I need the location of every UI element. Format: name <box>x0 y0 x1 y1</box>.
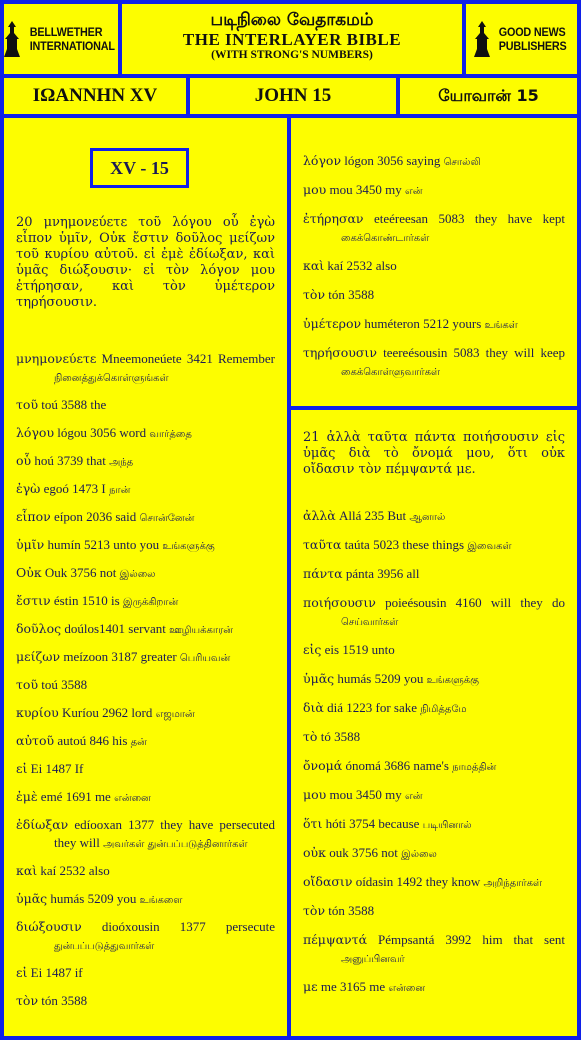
greek-word: τὸ <box>303 729 318 744</box>
word-entry <box>303 507 565 527</box>
transliteration-strongs-english: diá 1223 for sake <box>327 700 418 715</box>
greek-word: οἴδασιν <box>303 874 353 889</box>
greek-word: τὸν <box>16 993 39 1008</box>
word-entry <box>16 620 275 640</box>
tamil-gloss: இல்லை <box>119 569 156 580</box>
word-entry <box>16 676 275 696</box>
greek-word: ὑμᾶς <box>303 671 335 686</box>
word-entry <box>303 536 565 556</box>
transliteration-strongs-english: toú 3588 <box>41 677 88 692</box>
tamil-gloss: என் <box>404 791 423 802</box>
greek-word: μου <box>303 182 327 197</box>
transliteration-strongs-english: eis 1519 unto <box>324 642 395 657</box>
word-entry <box>16 788 275 808</box>
right-logo-line-2: PUBLISHERS <box>499 39 567 53</box>
word-entry <box>303 786 565 806</box>
transliteration-strongs-english: ónomá 3686 name's <box>345 758 449 773</box>
transliteration-strongs-english: humín 5213 unto you <box>47 537 160 552</box>
transliteration-strongs-english: kaí 2532 also <box>327 258 397 273</box>
tamil-gloss: சொன்னேன் <box>139 513 195 524</box>
transliteration-strongs-english: mou 3450 my <box>329 182 402 197</box>
word-entry <box>16 424 275 444</box>
word-entry <box>303 873 565 893</box>
word-entry <box>16 890 275 910</box>
left-logo-line-1: BELLWETHER <box>29 25 103 39</box>
tamil-gloss: நினைத்துக்கொள்ளுங்கள் <box>54 373 169 384</box>
tamil-gloss: துன்பப்படுத்துவார்கள் <box>54 941 155 952</box>
greek-word: εἰ <box>16 965 28 980</box>
tamil-gloss: உங்களை <box>139 895 183 906</box>
greek-word: ὑμέτερον <box>303 316 362 331</box>
tamil-gloss: ஊழியக்காரன் <box>169 625 233 636</box>
greek-word: εἰ <box>16 761 28 776</box>
transliteration-strongs-english: hoú 3739 that <box>34 453 106 468</box>
word-entry <box>16 480 275 500</box>
title-panel <box>122 4 462 74</box>
word-entry <box>303 286 565 306</box>
verse-21-greek-text: 21 ἀλλὰ ταῦτα πάντα ποιήσουσιν εἰς ὑμᾶς διὰ τὸ ὄνομά μου, ὅτι οὐκ οἴδασιν τὸν πέμψαντά με. <box>303 430 565 477</box>
tamil-gloss: அனுப்பினவர் <box>341 954 405 965</box>
word-entry <box>303 978 565 998</box>
word-entry <box>303 757 565 777</box>
greek-word: οὐκ <box>303 845 326 860</box>
word-entry <box>303 152 565 172</box>
transliteration-strongs-english: eteéreesan 5083 they have kept <box>373 211 565 226</box>
tamil-gloss: உங்களுக்கு <box>162 541 215 552</box>
transliteration-strongs-english: Kuríou 2962 lord <box>62 705 153 720</box>
word-entry <box>16 992 275 1012</box>
greek-word: τὸν <box>303 287 326 302</box>
left-word-list <box>16 350 275 1020</box>
tamil-gloss: தன் <box>130 737 147 748</box>
tamil-gloss: படியினால் <box>422 820 472 831</box>
verse-label: XV - 15 <box>90 148 189 188</box>
left-column <box>4 118 287 1036</box>
tamil-gloss: இவைகள் <box>467 541 512 552</box>
greek-word: ἐτήρησαν <box>303 211 364 226</box>
transliteration-strongs-english: edíooxan 1377 they have persecuted they will <box>54 817 276 850</box>
tamil-gloss: என்னை <box>388 983 426 994</box>
word-entry <box>303 641 565 661</box>
greek-word: πέμψαντά <box>303 932 368 947</box>
transliteration-strongs-english: toú 3588 the <box>41 397 107 412</box>
greek-word: μείζων <box>16 649 61 664</box>
word-entry <box>16 592 275 612</box>
word-entry <box>16 452 275 472</box>
word-entry <box>303 815 565 835</box>
word-entry <box>303 565 565 585</box>
transliteration-strongs-english: hóti 3754 because <box>325 816 420 831</box>
tamil-gloss: என் <box>404 186 423 197</box>
page-title: THE INTERLAYER BIBLE <box>182 30 402 49</box>
word-entry <box>303 257 565 277</box>
word-entry <box>303 181 565 201</box>
transliteration-strongs-english: egoó 1473 I <box>43 481 106 496</box>
greek-word: ὄνομά <box>303 758 343 773</box>
tamil-gloss: நான் <box>108 485 131 496</box>
book-greek: ΙΩΑΝΝΗΝ XV <box>4 78 186 114</box>
greek-word: ὑμῖν <box>16 537 45 552</box>
tamil-gloss: அறிந்தார்கள் <box>483 878 543 889</box>
transliteration-strongs-english: Ei 1487 If <box>30 761 84 776</box>
tamil-gloss: அவர்கள் துன்பப்படுத்தினார்கள் <box>103 839 248 850</box>
transliteration-strongs-english: autoú 846 his <box>57 733 128 748</box>
word-entry <box>303 670 565 690</box>
word-entry <box>16 760 275 780</box>
word-entry <box>303 728 565 748</box>
word-entry <box>16 536 275 556</box>
greek-word: ποιήσουσιν <box>303 595 376 610</box>
left-logo-panel <box>4 4 118 74</box>
greek-word: καὶ <box>16 863 38 878</box>
greek-word: τοῦ <box>16 397 39 412</box>
verse-20-greek-text: 20 μνημονεύετε τοῦ λόγου οὗ ἐγὼ εἶπον ὑμῖν, Οὐκ ἔστιν δοῦλος μείζων τοῦ κυρίου αὐτοῦ. εἰ ἐμὲ ἐδίωξαν, καὶ ὑμᾶς διώξουσιν· εἰ τὸν λόγον μου ἐτήρησαν, καὶ τὸν ὑμέτερον τηρήσουσιν. <box>16 215 275 310</box>
greek-word: αὐτοῦ <box>16 733 55 748</box>
transliteration-strongs-english: ouk 3756 not <box>329 845 398 860</box>
transliteration-strongs-english: teereésousin 5083 they will keep <box>383 345 565 360</box>
greek-word: ἔστιν <box>16 593 51 608</box>
word-entry <box>16 862 275 882</box>
greek-word: ἐδίωξαν <box>16 817 69 832</box>
transliteration-strongs-english: Ei 1487 if <box>30 965 83 980</box>
word-entry <box>303 699 565 719</box>
tamil-gloss: கைக்கொண்டார்கள் <box>341 233 430 244</box>
greek-word: λόγον <box>303 153 342 168</box>
transliteration-strongs-english: doúlos1401 servant <box>64 621 166 636</box>
greek-word: μου <box>303 787 327 802</box>
word-entry <box>303 315 565 335</box>
right-top-column <box>291 118 577 406</box>
transliteration-strongs-english: tón 3588 <box>41 993 88 1008</box>
transliteration-strongs-english: oídasin 1492 they know <box>355 874 481 889</box>
word-entry <box>303 210 565 248</box>
greek-word: διώξουσιν <box>16 919 82 934</box>
transliteration-strongs-english: poieésousin 4160 will they do <box>385 595 565 610</box>
greek-word: τὸν <box>303 903 326 918</box>
tamil-gloss: சொல்லி <box>443 157 481 168</box>
word-entry <box>16 704 275 724</box>
tamil-gloss: கைக்கொள்ளுவார்கள் <box>341 367 441 378</box>
page-subtitle: (WITH STRONG'S NUMBERS) <box>211 49 373 61</box>
greek-word: λόγου <box>16 425 55 440</box>
greek-word: δοῦλος <box>16 621 62 636</box>
greek-word: ἀλλὰ <box>303 508 336 523</box>
bellwether-logo-icon <box>2 19 22 59</box>
word-entry <box>303 344 565 382</box>
greek-word: ἐγὼ <box>16 481 41 496</box>
tamil-gloss: உங்களுக்கு <box>426 675 479 686</box>
transliteration-strongs-english: mou 3450 my <box>329 787 402 802</box>
right-top-word-list <box>303 152 565 391</box>
tamil-gloss: ஆனால் <box>409 512 446 523</box>
good-news-logo-icon <box>472 19 492 59</box>
right-bottom-word-list <box>303 507 565 1007</box>
transliteration-strongs-english: me 3165 me <box>320 979 386 994</box>
word-entry <box>16 564 275 584</box>
transliteration-strongs-english: humás 5209 you <box>50 891 137 906</box>
greek-word: εἶπον <box>16 509 51 524</box>
greek-word: ἐμὲ <box>16 789 38 804</box>
greek-word: οὗ <box>16 453 32 468</box>
word-entry <box>303 902 565 922</box>
word-entry <box>16 918 275 956</box>
right-logo-line-1: GOOD NEWS <box>499 25 566 39</box>
transliteration-strongs-english: meízoon 3187 greater <box>63 649 177 664</box>
tamil-gloss: பெரியவன் <box>179 653 231 664</box>
transliteration-strongs-english: tón 3588 <box>328 903 375 918</box>
transliteration-strongs-english: emé 1691 me <box>40 789 111 804</box>
transliteration-strongs-english: pánta 3956 all <box>345 566 420 581</box>
greek-word: κυρίου <box>16 705 59 720</box>
greek-word: ταῦτα <box>303 537 342 552</box>
tamil-gloss: அந்த <box>109 457 134 468</box>
good-news-logo <box>472 19 570 59</box>
transliteration-strongs-english: Mneemoneúete 3421 Remember <box>101 351 275 366</box>
transliteration-strongs-english: huméteron 5212 yours <box>364 316 482 331</box>
transliteration-strongs-english: lógon 3056 saying <box>344 153 441 168</box>
word-entry <box>16 648 275 668</box>
greek-word: ὑμᾶς <box>16 891 48 906</box>
tamil-gloss: உங்கள் <box>484 320 518 331</box>
title-tamil: படிநிலை வேதாகமம் <box>210 10 374 30</box>
greek-word: Οὐκ <box>16 565 42 580</box>
tamil-gloss: வார்த்தை <box>149 429 192 440</box>
tamil-gloss: நாமத்தின் <box>452 762 497 773</box>
book-tamil-text: யோவான் 15 <box>438 85 539 105</box>
word-entry <box>303 594 565 632</box>
left-logo-line-2: INTERNATIONAL <box>29 39 116 53</box>
greek-word: πάντα <box>303 566 343 581</box>
greek-word: τοῦ <box>16 677 39 692</box>
transliteration-strongs-english: Allá 235 But <box>338 508 407 523</box>
greek-word: τηρήσουσιν <box>303 345 377 360</box>
word-entry <box>16 732 275 752</box>
tamil-gloss: எஜமான் <box>155 709 195 720</box>
transliteration-strongs-english: Ouk 3756 not <box>44 565 117 580</box>
word-entry <box>303 931 565 969</box>
greek-word: μνημονεύετε <box>16 351 97 366</box>
word-entry <box>303 844 565 864</box>
greek-word: καὶ <box>303 258 325 273</box>
transliteration-strongs-english: éstin 1510 is <box>53 593 120 608</box>
right-bottom-column <box>291 410 577 1036</box>
greek-word: ὅτι <box>303 816 323 831</box>
tamil-gloss: இருக்கிறான் <box>122 597 179 608</box>
transliteration-strongs-english: tó 3588 <box>320 729 361 744</box>
right-logo-panel <box>466 4 577 74</box>
word-entry <box>16 816 275 854</box>
tamil-gloss: இல்லை <box>401 849 437 860</box>
greek-word: εἰς <box>303 642 322 657</box>
book-tamil <box>400 78 577 114</box>
word-entry <box>16 964 275 984</box>
book-english: JOHN 15 <box>190 78 396 114</box>
transliteration-strongs-english: Pémpsantá 3992 him that sent <box>378 932 565 947</box>
transliteration-strongs-english: taúta 5023 these things <box>344 537 465 552</box>
transliteration-strongs-english: kaí 2532 also <box>40 863 110 878</box>
transliteration-strongs-english: lógou 3056 word <box>57 425 147 440</box>
greek-word: με <box>303 979 318 994</box>
tamil-gloss: என்னை <box>114 793 151 804</box>
bellwether-logo <box>2 19 120 59</box>
word-entry <box>16 396 275 416</box>
word-entry <box>16 508 275 528</box>
transliteration-strongs-english: tón 3588 <box>328 287 375 302</box>
transliteration-strongs-english: humás 5209 you <box>337 671 424 686</box>
transliteration-strongs-english: eípon 2036 said <box>53 509 137 524</box>
tamil-gloss: நிமித்தமே <box>420 704 467 715</box>
greek-word: διὰ <box>303 700 324 715</box>
tamil-gloss: செய்வார்கள் <box>341 617 399 628</box>
word-entry <box>16 350 275 388</box>
transliteration-strongs-english: dioóxousin 1377 persecute <box>101 919 275 934</box>
